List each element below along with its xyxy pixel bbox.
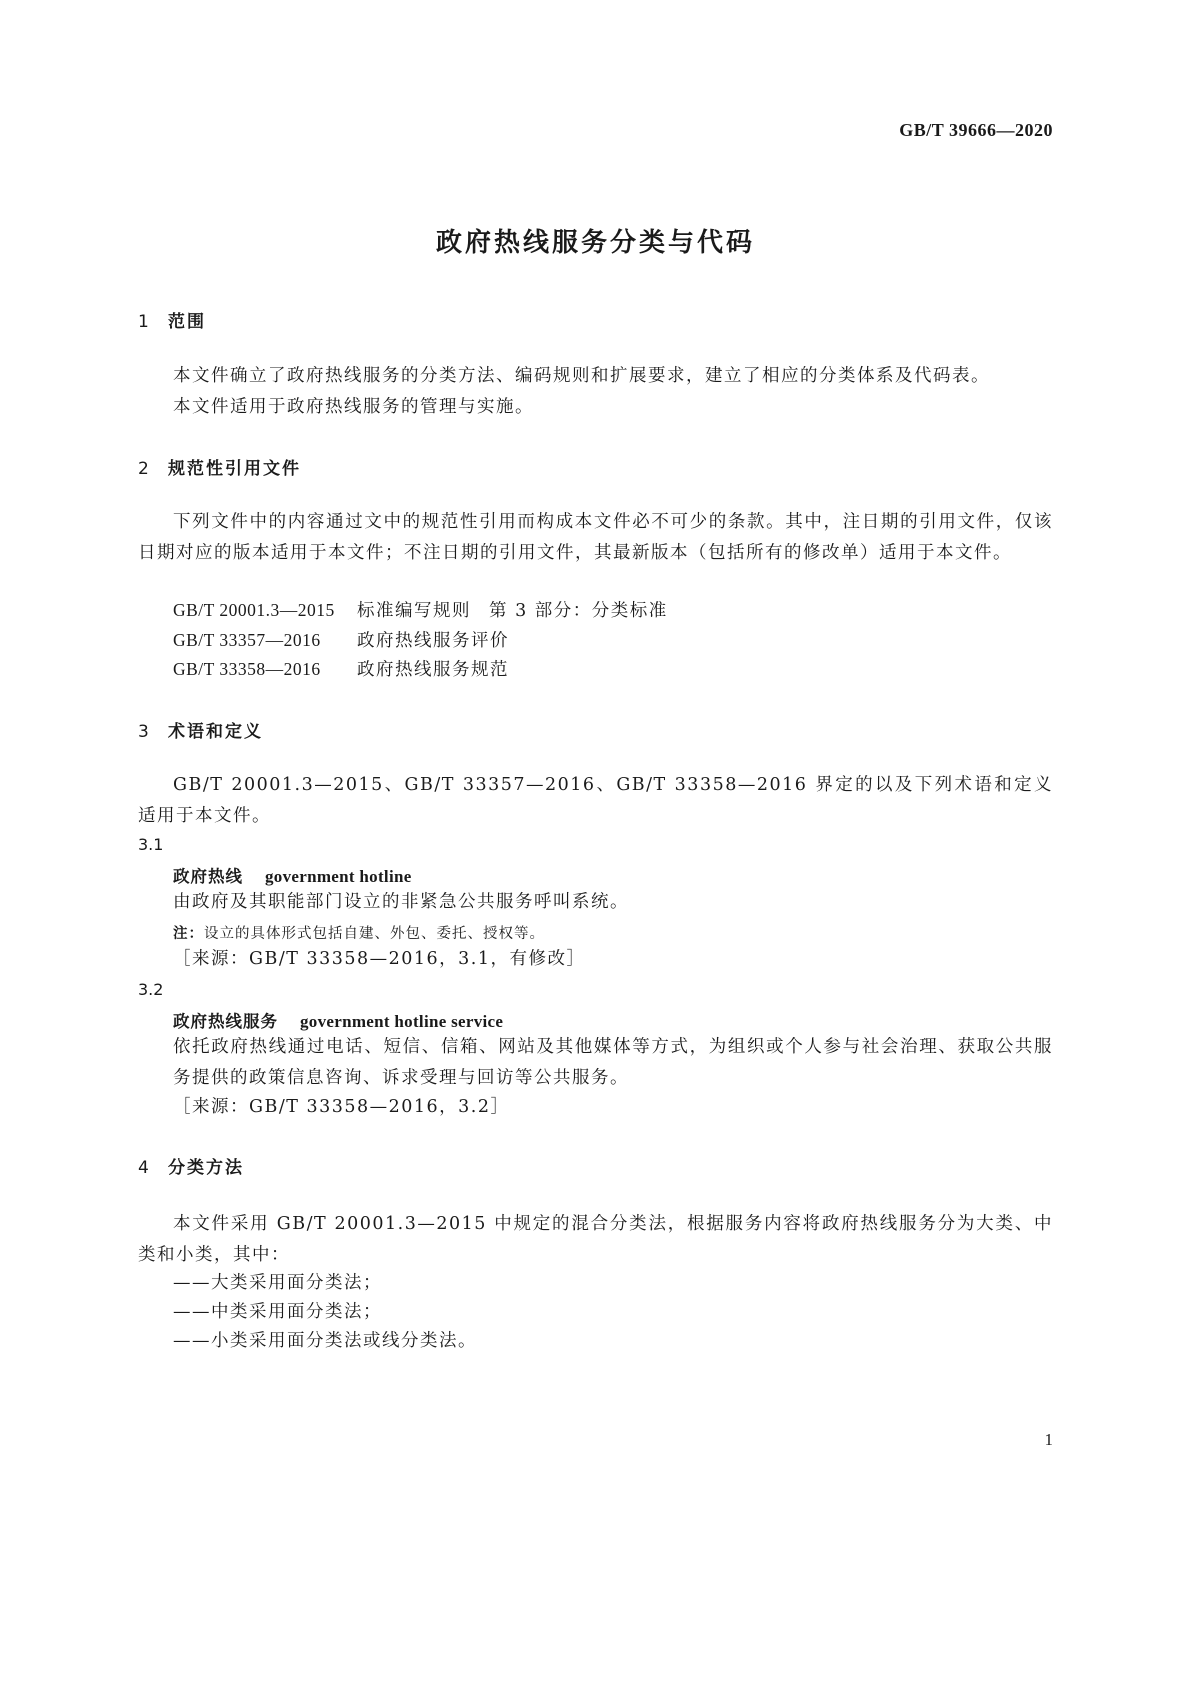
section-heading-terms-definitions (138, 717, 263, 742)
list-item: ——小类采用面分类法或线分类法。 (173, 1331, 477, 1351)
reference-title: 标准编写规则 (357, 601, 471, 621)
term-zh: 政府热线服务 (173, 1012, 278, 1031)
reference-title: 政府热线服务评价 (357, 631, 509, 651)
reference-code: GB/T 33358—2016 (173, 659, 321, 679)
standard-code: GB/T 39666—2020 (899, 120, 1053, 140)
term-en: government hotline (265, 867, 412, 886)
reference-item (173, 654, 509, 686)
paragraph: 本文件适用于政府热线服务的管理与实施。 (173, 397, 534, 417)
term-source: ［来源：GB/T 33358—2016，3.2］ (173, 1097, 510, 1117)
term-en: government hotline service (300, 1012, 504, 1031)
term-note (173, 922, 545, 943)
section-title: 分类方法 (168, 1158, 244, 1178)
section-heading-scope (138, 307, 206, 332)
reference-title: 政府热线服务规范 (357, 660, 509, 680)
section-title: 规范性引用文件 (168, 459, 301, 479)
term-definition: 由政府及其职能部门设立的非紧急公共服务呼叫系统。 (173, 892, 629, 912)
section-number: 1 (138, 312, 149, 332)
term-zh: 政府热线 (173, 867, 243, 886)
page-number: 1 (1044, 1430, 1053, 1449)
list-item: ——中类采用面分类法； (173, 1302, 382, 1322)
reference-title-part: 第 3 部分：分类标准 (489, 601, 668, 621)
section-number: 3 (138, 722, 149, 742)
reference-code: GB/T 20001.3—2015 (173, 600, 335, 620)
reference-code: GB/T 33357—2016 (173, 630, 321, 650)
section-title: 术语和定义 (168, 722, 263, 742)
section-heading-normative-references (138, 454, 301, 479)
document-title: 政府热线服务分类与代码 (435, 228, 755, 258)
paragraph: 下列文件中的内容通过文中的规范性引用而构成本文件必不可少的条款。其中，注日期的引用文件，仅该日期对应的版本适用于本文件；不注日期的引用文件，其最新版本（包括所有的修改单）适用于本文件。 (138, 512, 1053, 563)
term-entry (173, 1008, 503, 1032)
reference-item (173, 625, 509, 657)
list-item: ——大类采用面分类法； (173, 1273, 382, 1293)
term-definition: 依托政府热线通过电话、短信、信箱、网站及其他媒体等方式，为组织或个人参与社会治理、获取公共服务提供的政策信息咨询、诉求受理与回访等公共服务。 (173, 1037, 1053, 1088)
paragraph: GB/T 20001.3—2015、GB/T 33357—2016、GB/T 33358—2016 界定的以及下列术语和定义适用于本文件。 (138, 775, 1053, 826)
note-label: 注： (173, 926, 204, 942)
paragraph: 本文件确立了政府热线服务的分类方法、编码规则和扩展要求，建立了相应的分类体系及代码表。 (173, 366, 990, 386)
term-number: 3.1 (138, 835, 164, 854)
term-number: 3.2 (138, 980, 164, 999)
section-heading-classification-method (138, 1153, 244, 1178)
section-number: 4 (138, 1158, 149, 1178)
paragraph: 本文件采用 GB/T 20001.3—2015 中规定的混合分类法，根据服务内容将政府热线服务分为大类、中类和小类，其中： (138, 1214, 1053, 1265)
section-title: 范围 (168, 312, 206, 332)
note-text: 设立的具体形式包括自建、外包、委托、授权等。 (204, 926, 545, 942)
section-number: 2 (138, 459, 149, 479)
reference-item (173, 595, 668, 627)
term-source: ［来源：GB/T 33358—2016，3.1，有修改］ (173, 949, 586, 969)
term-entry (173, 863, 412, 887)
